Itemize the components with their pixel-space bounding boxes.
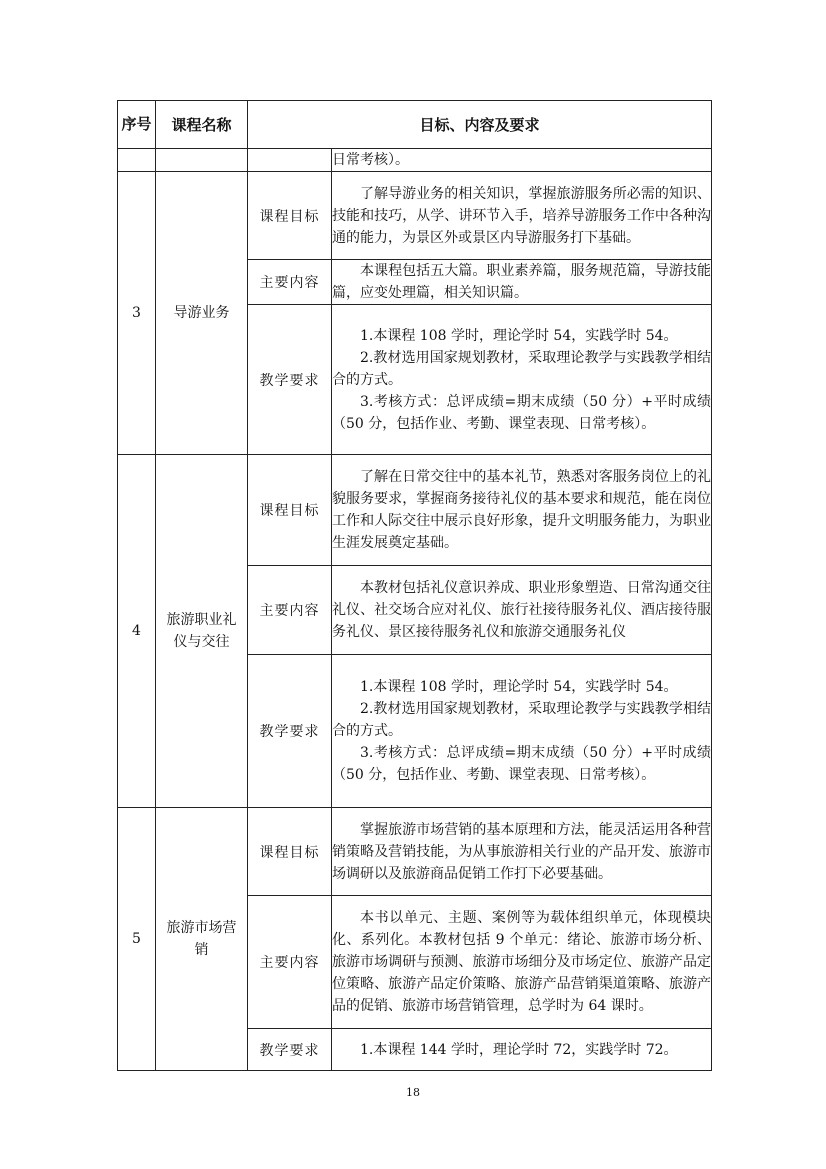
course-4-goal-label: 课程目标 [248, 455, 332, 566]
course-5-goal-label: 课程目标 [248, 808, 332, 896]
continuation-text: 日常考核）。 [332, 149, 712, 172]
course-4-req-item: 1.本课程 108 学时，理论学时 54，实践学时 54。 [360, 679, 678, 695]
header-course-name: 课程名称 [156, 101, 248, 149]
continuation-row [118, 149, 712, 172]
empty-cell [118, 149, 156, 172]
course-5-req-label: 教学要求 [248, 1029, 332, 1071]
course-table [117, 100, 712, 1071]
course-3-goal-text: 了解导游业务的相关知识，掌握旅游服务所必需的知识、技能和技巧，从学、讲环节入手，培养导游服务工作中各种沟通的能力，为景区外或景区内导游服务打下基础。 [332, 185, 712, 246]
course-3-name: 导游业务 [156, 172, 248, 455]
course-4-req-label: 教学要求 [248, 655, 332, 808]
course-5-number: 5 [118, 808, 156, 1071]
course-4-name: 旅游职业礼仪与交往 [156, 455, 248, 808]
course-3-req-item: 2.教材选用国家规划教材，采取理论教学与实践教学相结合的方式。 [332, 349, 712, 388]
course-3-content-label: 主要内容 [248, 260, 332, 305]
course-4-goal-row [118, 455, 712, 566]
empty-cell [248, 149, 332, 172]
course-5-goal-text: 掌握旅游市场营销的基本原理和方法，能灵活运用各种营销策略及营销技能，为从事旅游相关行业的产品开发、旅游市场调研以及旅游商品促销工作打下必要基础。 [332, 821, 712, 882]
course-3-content-text: 本课程包括五大篇。职业素养篇，服务规范篇，导游技能篇，应变处理篇，相关知识篇。 [332, 263, 712, 301]
header-goal: 目标、内容及要求 [248, 101, 712, 149]
header-row [118, 101, 712, 149]
course-5-req-item: 1.本课程 144 学时，理论学时 72，实践学时 72。 [360, 1041, 678, 1058]
course-4-number: 4 [118, 455, 156, 808]
course-3-req-label: 教学要求 [248, 305, 332, 455]
course-5-content-label: 主要内容 [248, 896, 332, 1029]
course-4-req-item: 3.考核方式：总评成绩=期末成绩（50 分）+平时成绩（50 分，包括作业、考勤、课堂表现、日常考核）。 [332, 745, 712, 783]
course-3-goal-row [118, 172, 712, 260]
header-seq: 序号 [118, 101, 156, 149]
course-3-number: 3 [118, 172, 156, 455]
course-4-req-item: 2.教材选用国家规划教材，采取理论教学与实践教学相结合的方式。 [332, 701, 712, 739]
course-3-goal-label: 课程目标 [248, 172, 332, 260]
course-5-goal-row [118, 808, 712, 896]
course-3-req-item: 3.考核方式：总评成绩=期末成绩（50 分）+平时成绩（50 分，包括作业、考勤、课堂表现、日常考核）。 [332, 393, 712, 432]
course-5-name: 旅游市场营销 [156, 808, 248, 1071]
course-4-content-text: 本教材包括礼仪意识养成、职业形象塑造、日常沟通交往礼仪、社交场合应对礼仪、旅行社接待服务礼仪、酒店接待服务礼仪、景区接待服务礼仪和旅游交通服务礼仪 [332, 580, 712, 640]
course-4-goal-text: 了解在日常交往中的基本礼节，熟悉对客服务岗位上的礼貌服务要求，掌握商务接待礼仪的基本要求和规范，能在岗位工作和人际交往中展示良好形象，提升文明服务能力，为职业生涯发展奠定基础。 [332, 469, 712, 551]
empty-cell [156, 149, 248, 172]
course-3-req-item: 1.本课程 108 学时，理论学时 54，实践学时 54。 [360, 327, 678, 344]
course-5-content-text: 本书以单元、主题、案例等为载体组织单元，体现模块化、系列化。本教材包括 9 个单元：绪论、旅游市场分析、旅游市场调研与预测、旅游市场细分及市场定位、旅游产品定位策略、旅游产品定价策略、旅游产品营销渠道策略、旅游产品的促销、旅游市场营销管理，总学时为 64 课时。 [332, 910, 712, 1014]
course-4-content-label: 主要内容 [248, 566, 332, 655]
page-number: 18 [406, 1086, 420, 1099]
